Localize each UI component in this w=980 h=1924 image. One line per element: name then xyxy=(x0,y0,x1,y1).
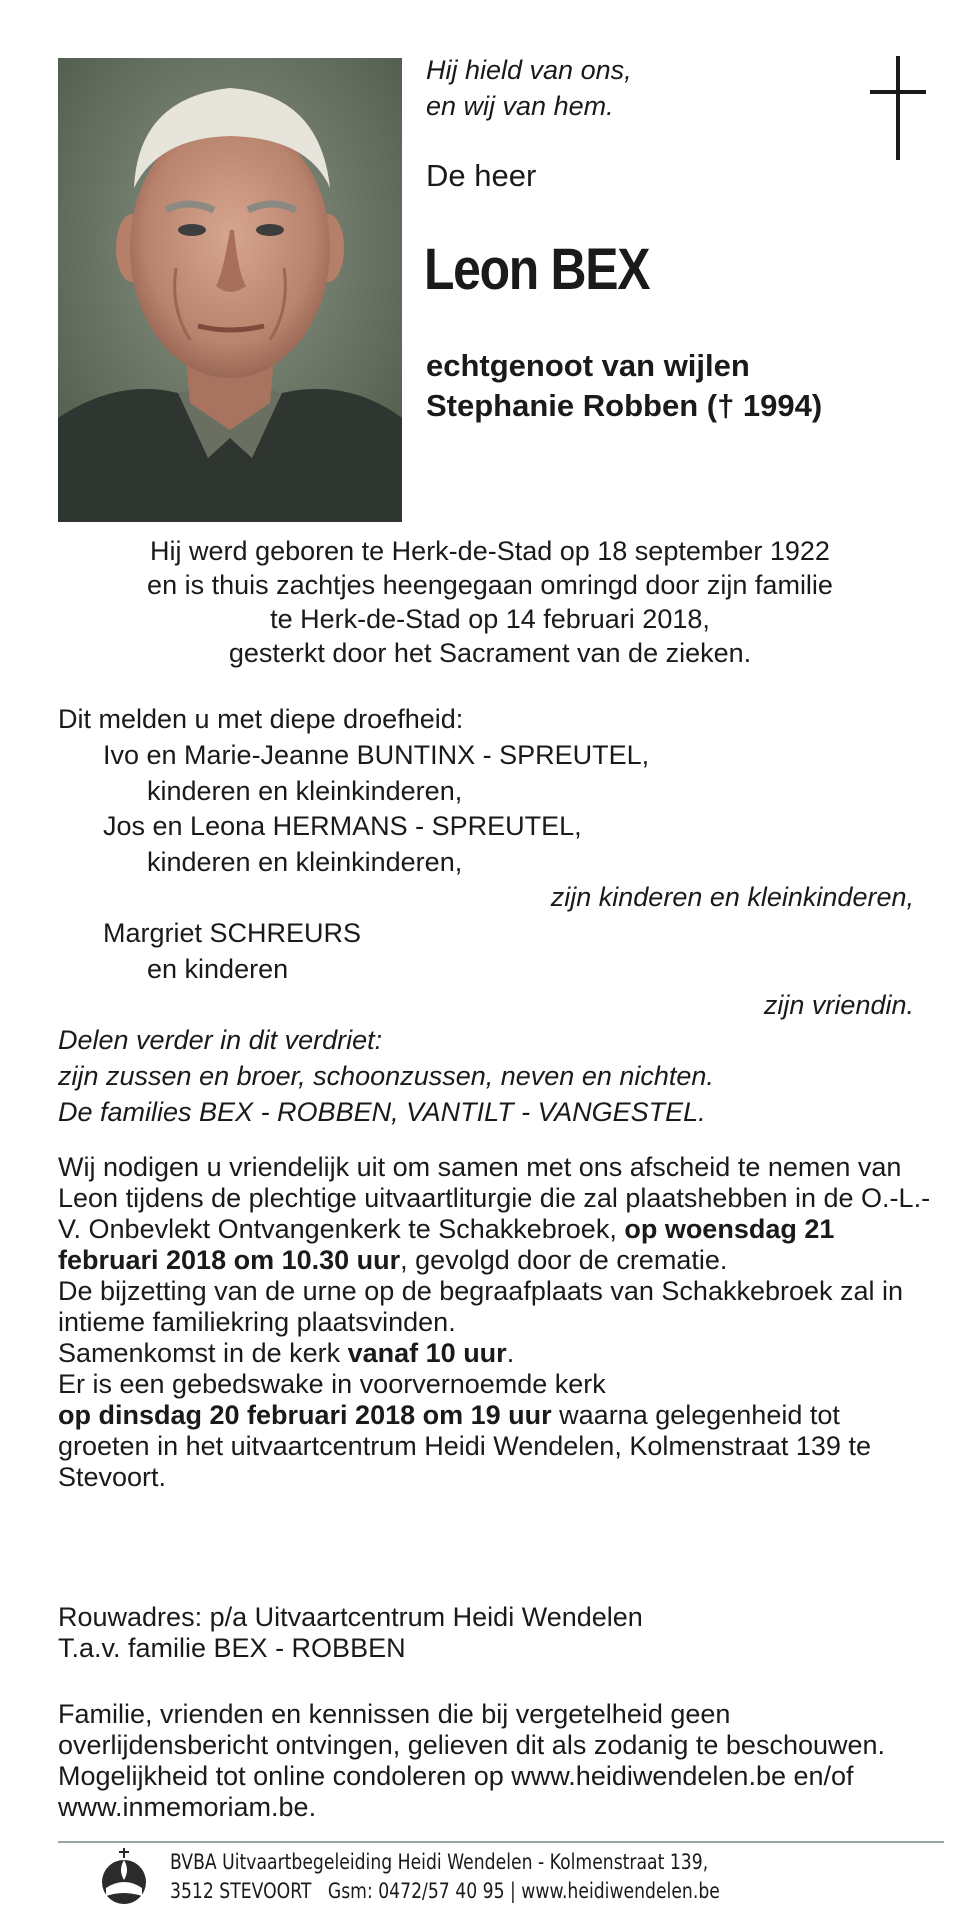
funeral-details xyxy=(58,1152,938,1493)
deceased-name: Leon BEX xyxy=(424,237,650,302)
footer-line: BVBA Uitvaartbegeleiding Heidi Wendelen - Kolmenstraat 139, xyxy=(170,1850,709,1874)
funeral-text: Er is een gebedswake in voorvernoemde kerk xyxy=(58,1369,606,1399)
family-member: Jos en Leona HERMANS - SPREUTEL, xyxy=(103,811,582,841)
others-line: zijn zussen en broer, schoonzussen, neven en nichten. xyxy=(58,1061,714,1091)
funeral-home-logo xyxy=(96,1846,152,1906)
salutation: De heer xyxy=(426,158,537,193)
spouse-line: Stephanie Robben († 1994) xyxy=(426,388,823,423)
quote-line: en wij van hem. xyxy=(426,91,614,121)
address-line: T.a.v. familie BEX - ROBBEN xyxy=(58,1633,406,1663)
spouse-line: echtgenoot van wijlen xyxy=(426,348,750,383)
cross-icon xyxy=(870,56,926,160)
family-member: Margriet SCHREURS xyxy=(103,918,362,948)
funeral-text: Samenkomst in de kerk xyxy=(58,1338,348,1368)
birth-line: gesterkt door het Sacrament van de zieken. xyxy=(228,638,752,668)
address-line: Rouwadres: p/a Uitvaartcentrum Heidi Wendelen xyxy=(58,1602,643,1632)
family-intro: Dit melden u met diepe droefheid: xyxy=(58,704,464,734)
funeral-text: . xyxy=(506,1338,515,1368)
footer-divider xyxy=(58,1841,944,1843)
quote-line: Hij hield van ons, xyxy=(426,55,632,85)
birth-line: en is thuis zachtjes heengegaan omringd door zijn familie xyxy=(147,570,833,600)
family-member-sub: en kinderen xyxy=(147,954,289,984)
spouse-info xyxy=(426,346,822,426)
family-role: zijn vriendin. xyxy=(763,990,914,1020)
notice: Familie, vrienden en kennissen die bij vergetelheid geen overlijdensbericht ontvingen, gelieven dit als zodanig te beschouwen. Mogelijkheid tot online condoleren op www.heidiwendelen.be en/of www.inmemoriam.be. xyxy=(58,1699,886,1822)
others-line: De families BEX - ROBBEN, VANTILT - VANGESTEL. xyxy=(58,1097,706,1127)
family-member-sub: kinderen en kleinkinderen, xyxy=(147,776,463,806)
funeral-date: op woensdag 21 februari 2018 om 10.30 uur xyxy=(58,1214,835,1275)
quote xyxy=(426,52,632,124)
family-role: zijn kinderen en kleinkinderen, xyxy=(550,882,914,912)
gathering-time: vanaf 10 uur xyxy=(347,1338,507,1368)
vigil-date: op dinsdag 20 februari 2018 om 19 uur xyxy=(58,1400,552,1430)
family-member: Ivo en Marie-Jeanne BUNTINX - SPREUTEL, xyxy=(103,740,650,770)
birth-death-info xyxy=(60,534,920,670)
birth-line: Hij werd geboren te Herk-de-Stad op 18 september 1922 xyxy=(150,536,830,566)
funeral-text: , gevolgd door de crematie. xyxy=(400,1245,728,1275)
others-intro: Delen verder in dit verdriet: xyxy=(58,1025,383,1055)
funeral-text: waarna gelegenheid tot groeten in het uitvaartcentrum Heidi Wendelen, Kolmenstraat 139 te Stevoort. xyxy=(58,1400,871,1492)
portrait-photo xyxy=(58,58,402,522)
funeral-text: De bijzetting van de urne op de begraafplaats van Schakkebroek zal in intieme familiekring plaatsvinden. xyxy=(58,1276,904,1337)
mourning-address xyxy=(58,1602,938,1664)
footer-contact xyxy=(170,1848,720,1906)
birth-line: te Herk-de-Stad op 14 februari 2018, xyxy=(270,604,710,634)
footer-line: 3512 STEVOORT Gsm: 0472/57 40 95 | www.heidiwendelen.be xyxy=(170,1879,720,1903)
family-member-sub: kinderen en kleinkinderen, xyxy=(147,847,463,877)
funeral-text: Wij nodigen u vriendelijk uit om samen met ons afscheid te nemen van Leon tijdens de plechtige uitvaartliturgie die zal plaatshebben in de O.-L.-V. Onbevlekt Ontvangenkerk te Schakkebroek, xyxy=(58,1152,931,1244)
